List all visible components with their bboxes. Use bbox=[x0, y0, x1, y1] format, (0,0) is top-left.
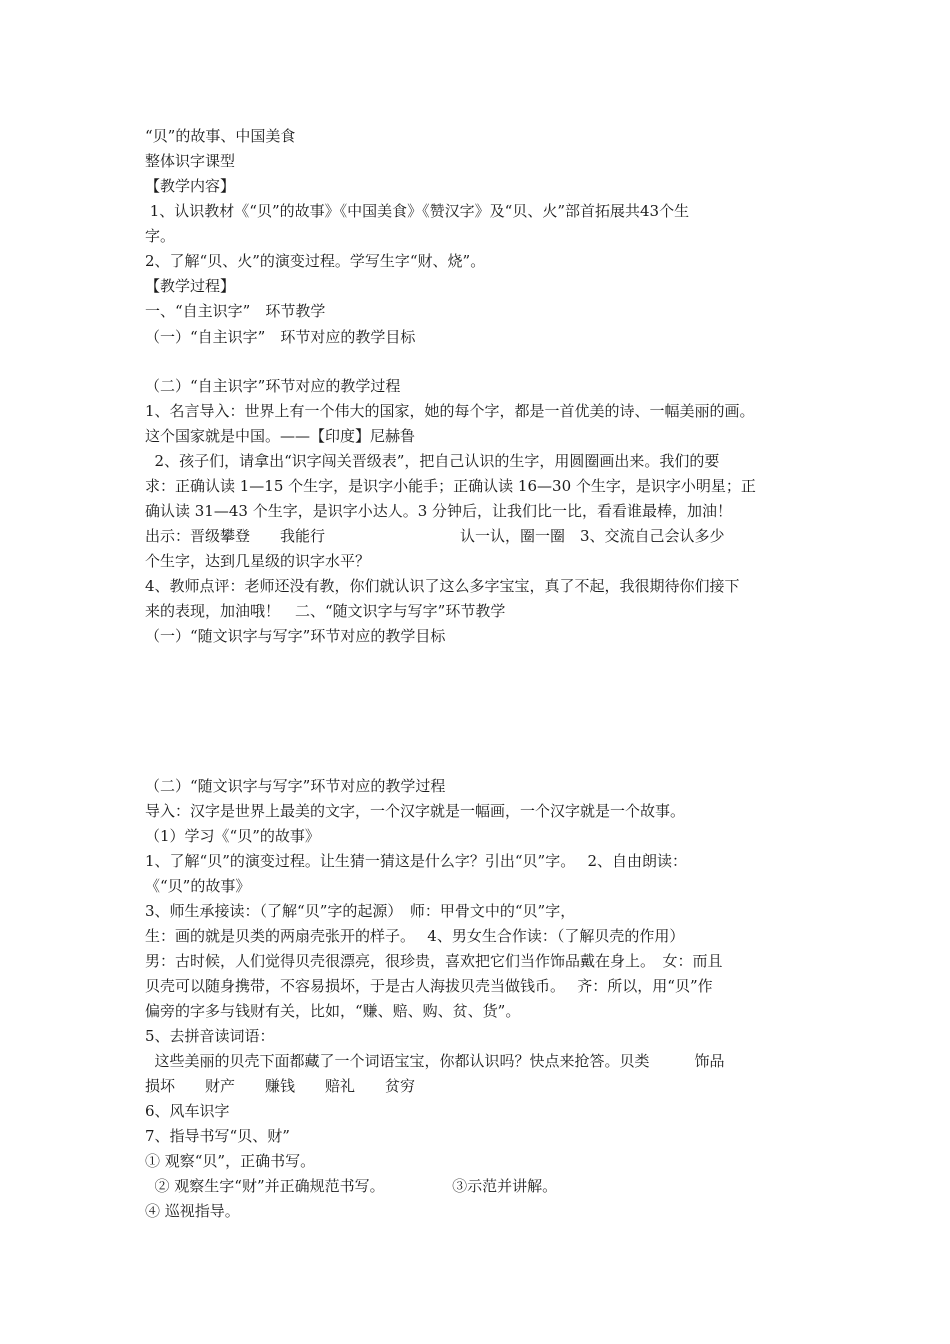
s2-step-6: 6、风车识字 bbox=[145, 1102, 230, 1120]
s1-show: 出示：晋级攀登 我能行 认一认，圈一圈 3、交流自己会认多少 bbox=[145, 527, 725, 545]
s2-step-1: 1、了解“贝”的演变过程。让生猜一猜这是什么字？引出“贝”字。 2、自由朗读： bbox=[145, 852, 688, 870]
lesson-type: 整体识字课型 bbox=[145, 152, 236, 170]
section-1-process: （二）“自主识字”环节对应的教学过程 bbox=[145, 377, 401, 395]
s2-step-5-words: 损坏 财产 赚钱 赔礼 贫穷 bbox=[145, 1077, 416, 1095]
content-item-1-cont: 字。 bbox=[145, 227, 176, 245]
document-title: “贝”的故事、中国美食 bbox=[145, 127, 296, 145]
s2-step-4-cont: 贝壳可以随身携带，不容易损坏，于是古人海拔贝壳当做钱币。 齐：所以，用“贝”作 bbox=[145, 977, 713, 995]
s2-step-7-4: ④ 巡视指导。 bbox=[145, 1202, 240, 1220]
section-1-goal: （一）“自主识字” 环节对应的教学目标 bbox=[145, 328, 416, 346]
s2-step-7: 7、指导书写“贝、财” bbox=[145, 1127, 290, 1145]
s2-step-7-1: ① 观察“贝”，正确书写。 bbox=[145, 1152, 316, 1170]
s2-step-3-cont: 生：画的就是贝类的两扇壳张开的样子。 4、男女生合作读：（了解贝壳的作用） bbox=[145, 927, 685, 945]
content-item-2: 2、了解“贝、火”的演变过程。学写生字“财、烧”。 bbox=[145, 252, 486, 270]
section-2-process: （二）“随文识字与写字”环节对应的教学过程 bbox=[145, 777, 446, 795]
s1-step-2-cont: 求：正确认读 1—15 个生字，是识字小能手；正确认读 16—30 个生字，是识字小明星；正 bbox=[145, 477, 756, 495]
process-heading: 【教学过程】 bbox=[145, 277, 236, 295]
s2-step-5: 5、去拼音读词语： bbox=[145, 1027, 275, 1045]
section-2-goal: （一）“随文识字与写字”环节对应的教学目标 bbox=[145, 627, 446, 645]
s2-step-1-cont: 《“贝”的故事》 bbox=[145, 877, 251, 895]
s1-step-4-cont: 来的表现，加油哦！ 二、“随文识字与写字”环节教学 bbox=[145, 602, 506, 620]
s2-step-3: 3、师生承接读：（了解“贝”字的起源） 师：甲骨文中的“贝”字， bbox=[145, 902, 576, 920]
section-1-title: 一、“自主识字” 环节教学 bbox=[145, 302, 326, 320]
s2-step-5-text: 这些美丽的贝壳下面都藏了一个词语宝宝，你都认识吗？快点来抢答。贝类 饰品 bbox=[145, 1052, 725, 1070]
s1-step-1-cont: 这个国家就是中国。——【印度】尼赫鲁 bbox=[145, 427, 416, 445]
s2-sub-1: （1）学习《“贝”的故事》 bbox=[145, 827, 320, 845]
s1-step-1: 1、名言导入：世界上有一个伟大的国家，她的每个字，都是一首优美的诗、一幅美丽的画。 bbox=[145, 402, 755, 420]
s2-step-4-cont2: 偏旁的字多与钱财有关，比如，“赚、赔、购、贫、货”。 bbox=[145, 1002, 521, 1020]
content-item-1: 1、认识教材《“贝”的故事》《中国美食》《赞汉字》及“贝、火”部首拓展共43个生 bbox=[145, 202, 690, 220]
s1-step-4: 4、教师点评：老师还没有教，你们就认识了这么多字宝宝，真了不起，我很期待你们接下 bbox=[145, 577, 740, 595]
s2-step-7-2: ② 观察生字“财”并正确规范书写。 ③示范并讲解。 bbox=[145, 1177, 558, 1195]
s1-step-2: 2、孩子们，请拿出“识字闯关晋级表”，把自己认识的生字，用圆圈画出来。我们的要 bbox=[145, 452, 720, 470]
s2-step-4: 男：古时候，人们觉得贝壳很漂亮，很珍贵，喜欢把它们当作饰品戴在身上。 女：而且 bbox=[145, 952, 723, 970]
content-heading: 【教学内容】 bbox=[145, 177, 236, 195]
s1-show-cont: 个生字，达到几星级的识字水平？ bbox=[145, 552, 371, 570]
s2-intro: 导入：汉字是世界上最美的文字，一个汉字就是一幅画，一个汉字就是一个故事。 bbox=[145, 802, 686, 820]
s1-step-2-cont2: 确认读 31—43 个生字，是识字小达人。3 分钟后，让我们比一比，看看谁最棒，加油！ bbox=[145, 502, 733, 520]
